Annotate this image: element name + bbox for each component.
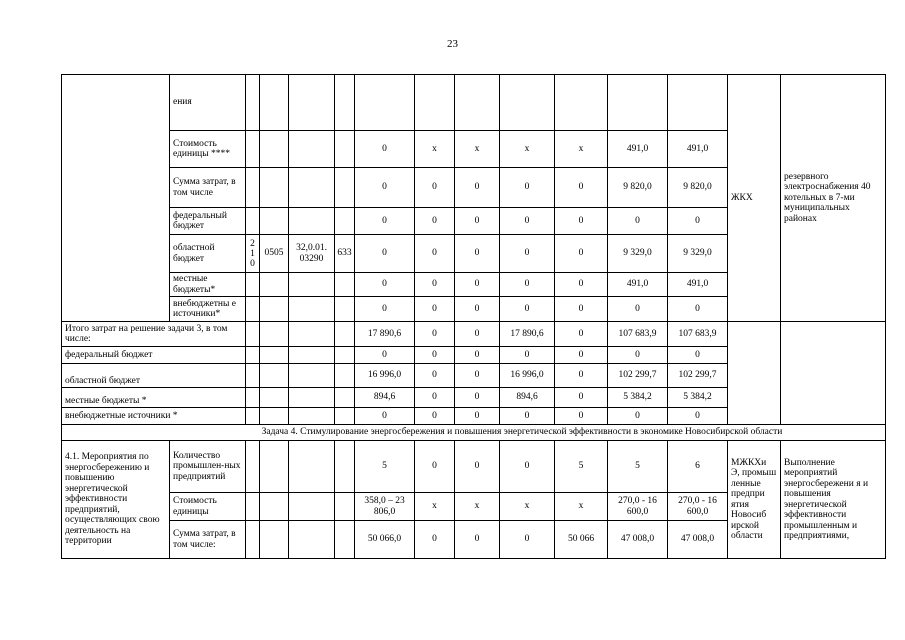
value-cell: 0 — [500, 273, 555, 297]
value-cell: 9 329,0 — [668, 235, 728, 273]
executor-cell-empty — [728, 322, 781, 425]
table-row — [62, 322, 886, 347]
value-cell: 0 — [455, 388, 500, 408]
value-cell: 5 384,2 — [608, 388, 668, 408]
value-cell: 894,6 — [355, 388, 415, 408]
value-cell: 270,0 - 16 600,0 — [668, 493, 728, 521]
total-label: Итого затрат на решение задачи 3, в том числе: — [62, 322, 246, 347]
value-cell: 9 820,0 — [668, 168, 728, 208]
result-cell-empty — [781, 322, 886, 425]
value-cell: 0 — [555, 364, 608, 388]
value-cell: x — [555, 493, 608, 521]
table-row — [62, 441, 886, 493]
program-table — [61, 74, 886, 559]
event-cell-empty — [62, 75, 170, 322]
value-cell: 6 — [668, 441, 728, 493]
value-cell: 0 — [415, 347, 455, 364]
value-cell: 0 — [455, 273, 500, 297]
value-cell: 0 — [500, 297, 555, 322]
value-cell: 0 — [415, 322, 455, 347]
indicator-cell: ения — [170, 75, 246, 131]
indicator-cell: местные бюджеты* — [170, 273, 246, 297]
value-cell: 0 — [555, 297, 608, 322]
value-cell: 50 066 — [555, 521, 608, 559]
value-cell: 0 — [455, 297, 500, 322]
value-cell: 0 — [415, 168, 455, 208]
value-cell: x — [415, 493, 455, 521]
value-cell: 270,0 - 16 600,0 — [608, 493, 668, 521]
value-cell: 0 — [555, 347, 608, 364]
value-cell: 16 996,0 — [355, 364, 415, 388]
value-cell: 0 — [355, 168, 415, 208]
value-cell: 16 996,0 — [500, 364, 555, 388]
value-cell: 0 — [355, 131, 415, 168]
indicator-cell: федеральный бюджет — [170, 208, 246, 235]
indicator-cell: Стоимость единицы — [170, 493, 246, 521]
value-cell: 894,6 — [500, 388, 555, 408]
executor-cell: МЖКХи Э, промыш ленные предпри ятия Новосиб ирской области — [728, 441, 781, 559]
value-cell: 0 — [500, 408, 555, 425]
value-cell: 0 — [455, 322, 500, 347]
total-label: местные бюджеты * — [62, 388, 246, 408]
value-cell: 0 — [500, 521, 555, 559]
page-number: 23 — [447, 38, 458, 50]
value-cell: 0 — [455, 364, 500, 388]
value-cell: 491,0 — [668, 131, 728, 168]
value-cell: 107 683,9 — [608, 322, 668, 347]
value-cell: 0 — [415, 388, 455, 408]
value-cell: 0 — [355, 297, 415, 322]
indicator-cell: областной бюджет — [170, 235, 246, 273]
value-cell: 0 — [415, 235, 455, 273]
value-cell: x — [415, 131, 455, 168]
value-cell: 0 — [355, 273, 415, 297]
value-cell: x — [500, 493, 555, 521]
value-cell: 0 — [555, 235, 608, 273]
value-cell: x — [455, 131, 500, 168]
indicator-cell: внебюджетны е источники* — [170, 297, 246, 322]
table-row — [62, 75, 886, 131]
total-label: федеральный бюджет — [62, 347, 246, 364]
value-cell: 47 008,0 — [608, 521, 668, 559]
value-cell: 47 008,0 — [668, 521, 728, 559]
total-label: внебюджетные источники * — [62, 408, 246, 425]
value-cell: 358,0 – 23 806,0 — [355, 493, 415, 521]
vr-cell: 633 — [335, 235, 355, 273]
value-cell: 0 — [555, 408, 608, 425]
value-cell: 9 820,0 — [608, 168, 668, 208]
indicator-cell: Сумма затрат, в том числе — [170, 168, 246, 208]
indicator-cell: Стоимость единицы **** — [170, 131, 246, 168]
value-cell: 0 — [455, 208, 500, 235]
total-label: областной бюджет — [62, 364, 246, 388]
value-cell: 0 — [355, 208, 415, 235]
value-cell: 17 890,6 — [355, 322, 415, 347]
value-cell: 0 — [415, 208, 455, 235]
result-cell: Выполнение мероприятий энергосбережени я и повышения энергетической эффективности промышленным и предприятиями, — [781, 441, 886, 559]
value-cell: 9 329,0 — [608, 235, 668, 273]
value-cell: x — [555, 131, 608, 168]
value-cell: 491,0 — [608, 131, 668, 168]
value-cell: 0 — [355, 235, 415, 273]
value-cell: 5 — [608, 441, 668, 493]
value-cell: 0 — [608, 408, 668, 425]
value-cell: 5 384,2 — [668, 388, 728, 408]
value-cell: 5 — [355, 441, 415, 493]
value-cell: 491,0 — [668, 273, 728, 297]
value-cell: 0 — [608, 347, 668, 364]
value-cell: 0 — [555, 388, 608, 408]
value-cell: 0 — [415, 297, 455, 322]
value-cell: 5 — [555, 441, 608, 493]
value-cell: 0 — [668, 347, 728, 364]
value-cell: 0 — [415, 441, 455, 493]
task-heading: Задача 4. Стимулирование энергосбережения и повышения энергетической эффективности в экономике Новосибирской области — [62, 425, 886, 441]
value-cell: 0 — [455, 521, 500, 559]
value-cell: 0 — [608, 297, 668, 322]
value-cell: 0 — [668, 408, 728, 425]
value-cell: 0 — [608, 208, 668, 235]
table-row — [62, 425, 886, 441]
indicator-cell: Сумма затрат, в том числе: — [170, 521, 246, 559]
value-cell: 491,0 — [608, 273, 668, 297]
indicator-cell: Количество промышлен-ных предприятий — [170, 441, 246, 493]
value-cell: 0 — [555, 208, 608, 235]
csr-cell: 32,0.01. 03290 — [289, 235, 335, 273]
value-cell: 0 — [668, 208, 728, 235]
value-cell: 0 — [455, 168, 500, 208]
value-cell: 0 — [500, 168, 555, 208]
value-cell: 0 — [355, 347, 415, 364]
value-cell: 0 — [415, 364, 455, 388]
value-cell: 0 — [355, 408, 415, 425]
value-cell: 50 066,0 — [355, 521, 415, 559]
value-cell: 0 — [668, 297, 728, 322]
value-cell: 0 — [500, 441, 555, 493]
value-cell: 0 — [415, 408, 455, 425]
value-cell: 0 — [455, 441, 500, 493]
value-cell: 0 — [555, 322, 608, 347]
value-cell: x — [455, 493, 500, 521]
value-cell: 0 — [455, 408, 500, 425]
value-cell: x — [500, 131, 555, 168]
event-cell: 4.1. Мероприятия по энергосбережению и повышению энергетической эффективности предприятий, осуществляющих свою деятельность на территории — [62, 441, 170, 559]
grbs-cell: 2 1 0 — [246, 235, 260, 273]
value-cell: 0 — [415, 521, 455, 559]
value-cell: 17 890,6 — [500, 322, 555, 347]
rz-cell: 0505 — [260, 235, 289, 273]
value-cell: 0 — [415, 273, 455, 297]
result-cell: резервного электроснабжения 40 котельных в 7-ми муниципальных районах — [781, 75, 886, 322]
value-cell: 0 — [555, 168, 608, 208]
value-cell: 102 299,7 — [668, 364, 728, 388]
value-cell: 0 — [455, 235, 500, 273]
value-cell: 0 — [500, 347, 555, 364]
value-cell: 0 — [555, 273, 608, 297]
value-cell: 102 299,7 — [608, 364, 668, 388]
value-cell: 0 — [500, 235, 555, 273]
value-cell: 107 683,9 — [668, 322, 728, 347]
value-cell: 0 — [500, 208, 555, 235]
executor-cell: ЖКХ — [728, 75, 781, 322]
value-cell: 0 — [455, 347, 500, 364]
